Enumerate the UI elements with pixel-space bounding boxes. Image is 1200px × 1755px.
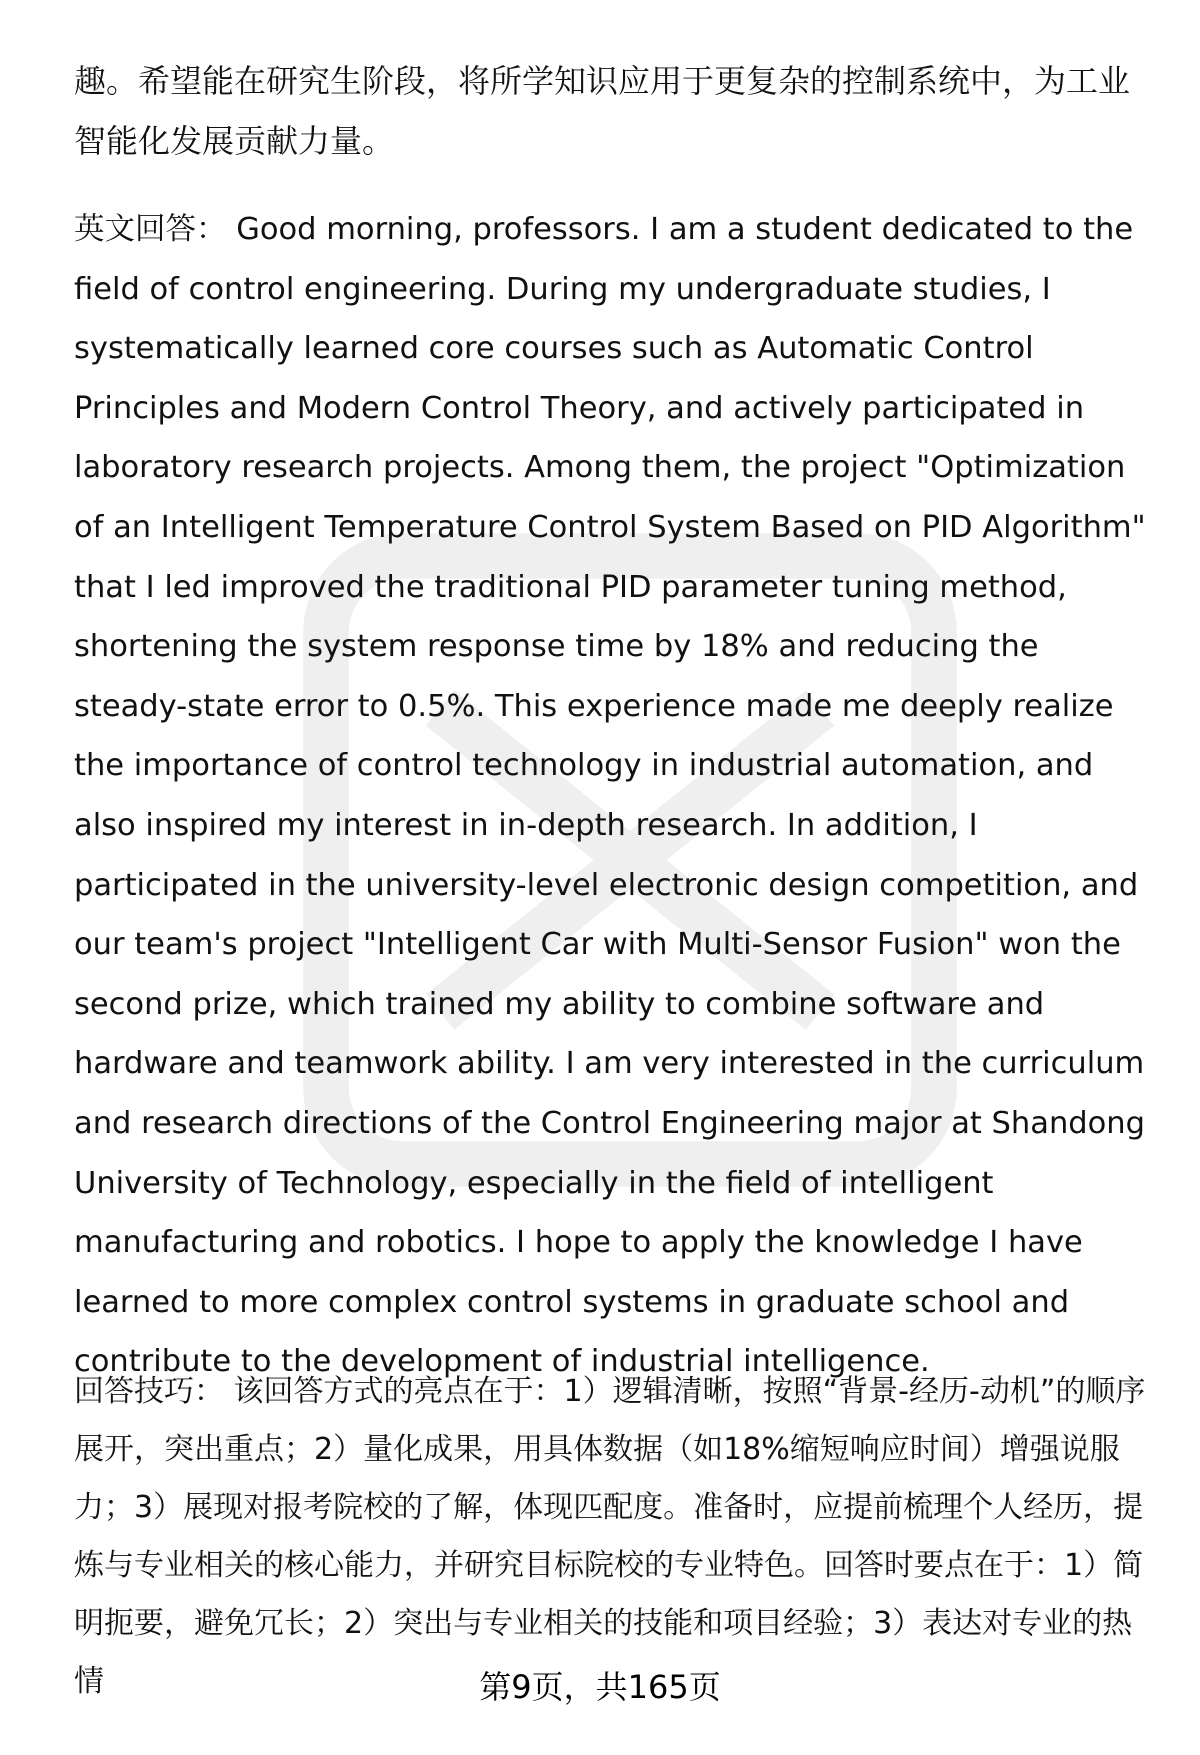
english-answer-label: 英文回答：: [74, 212, 227, 247]
intro-continuation-paragraph: 趣。希望能在研究生阶段，将所学知识应用于更复杂的控制系统中，为工业智能化发展贡献力量。: [74, 62, 1131, 160]
answer-tips-text: 该回答方式的亮点在于：1）逻辑清晰，按照“背景-经历-动机”的顺序展开，突出重点；2）量化成果，用具体数据（如18%缩短响应时间）增强说服力；3）展现对报考院校的了解，体现匹配度。准备时，应提前梳理个人经历，提炼与专业相关的核心能力，并研究目标院校的专业特色。回答时要点在于：1）简明扼要，避免冗长；2）突出与专业相关的技能和项目经验；3）表达对专业的热情: [74, 1374, 1146, 1699]
english-answer-text: Good morning, professors. I am a student dedicated to the field of control engineering. During my undergraduate studies, I systematically learned core courses such as Automatic Control Principles and Modern Control Theory, and actively participated in laboratory research projects. Among them, the project "Optimization of an Intelligent Temperature Control System Based on PID Algorithm" that I led improved the traditional PID parameter tuning method, shortening the system response time by 18% and reducing the steady-state error to 0.5%. This experience made me deeply realize the importance of control technology in industrial automation, and also inspired my interest in in-depth research. In addition, I participated in the university-level electronic design competition, and our team's project "Intelligent Car with Multi-Sensor Fusion" won the second prize, which trained my ability to combine software and hardware and teamwork ability. I am very interested in the curriculum and research directions of the Control Engineering major at Shandong University of Technology, especially in the field of intelligent manufacturing and robotics. I hope to apply the knowledge I have learned to more complex control systems in graduate school and contribute to the development of industrial intelligence.: [74, 212, 1146, 1380]
answer-tips-paragraph: [74, 1363, 1154, 1711]
english-answer-paragraph: [74, 200, 1154, 1392]
page-number-footer: 第9页，共165页: [479, 1668, 721, 1706]
answer-tips-label: 回答技巧：: [74, 1374, 224, 1409]
